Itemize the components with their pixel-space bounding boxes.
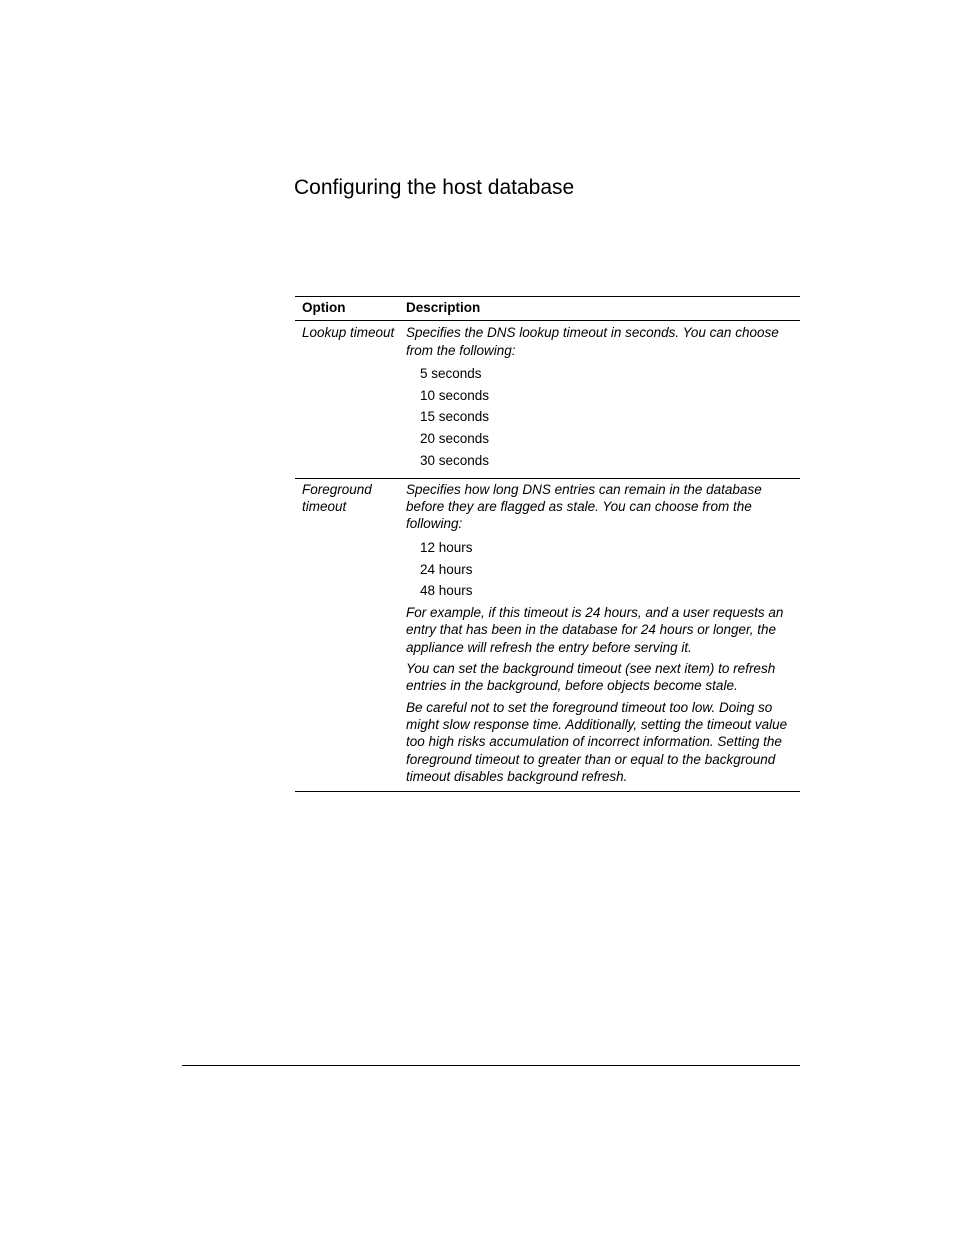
option-foreground-timeout: Foreground timeout: [295, 478, 406, 791]
choice-list: [420, 537, 794, 602]
choice-item: 48 hours: [420, 583, 473, 599]
footer-rule: [182, 1065, 800, 1066]
choice-list: [420, 363, 794, 472]
header-description: Description: [406, 297, 800, 321]
description-foreground-timeout: [406, 478, 800, 791]
description-note: Be careful not to set the foreground timeout too low. Doing so might slow response time. Additionally, setting the timeout value too high risks accumulation of incorrect information. Setting the foreground timeout to greater than or equal to the background timeout disables background refresh.: [406, 699, 788, 784]
option-lookup-timeout: Lookup timeout: [295, 321, 406, 479]
table-row-lookup-timeout: [295, 321, 800, 479]
choice-item: 30 seconds: [420, 453, 490, 469]
description-note: For example, if this timeout is 24 hours, and a user requests an entry that has been in the database for 24 hours or longer, the appliance will refresh the entry before serving it.: [406, 605, 784, 655]
description-note: You can set the background timeout (see next item) to refresh entries in the background, before objects become stale.: [406, 661, 776, 694]
choice-item: 5 seconds: [420, 365, 482, 381]
table-row-foreground-timeout: [295, 478, 800, 791]
options-table: [295, 296, 800, 792]
choice-item: 15 seconds: [420, 409, 490, 425]
choice-item: 24 hours: [420, 561, 473, 577]
choice-item: 10 seconds: [420, 387, 490, 403]
description-lookup-timeout: [406, 321, 800, 479]
table-header-row: [295, 297, 800, 321]
page-title: Configuring the host database: [294, 176, 575, 199]
description-intro: Specifies how long DNS entries can remain in the database before they are flagged as stale. You can choose from the following:: [406, 481, 762, 532]
choice-item: 20 seconds: [420, 431, 490, 447]
choice-item: 12 hours: [420, 539, 473, 555]
description-intro: Specifies the DNS lookup timeout in seconds. You can choose from the following:: [406, 325, 779, 358]
header-option: Option: [295, 297, 406, 321]
